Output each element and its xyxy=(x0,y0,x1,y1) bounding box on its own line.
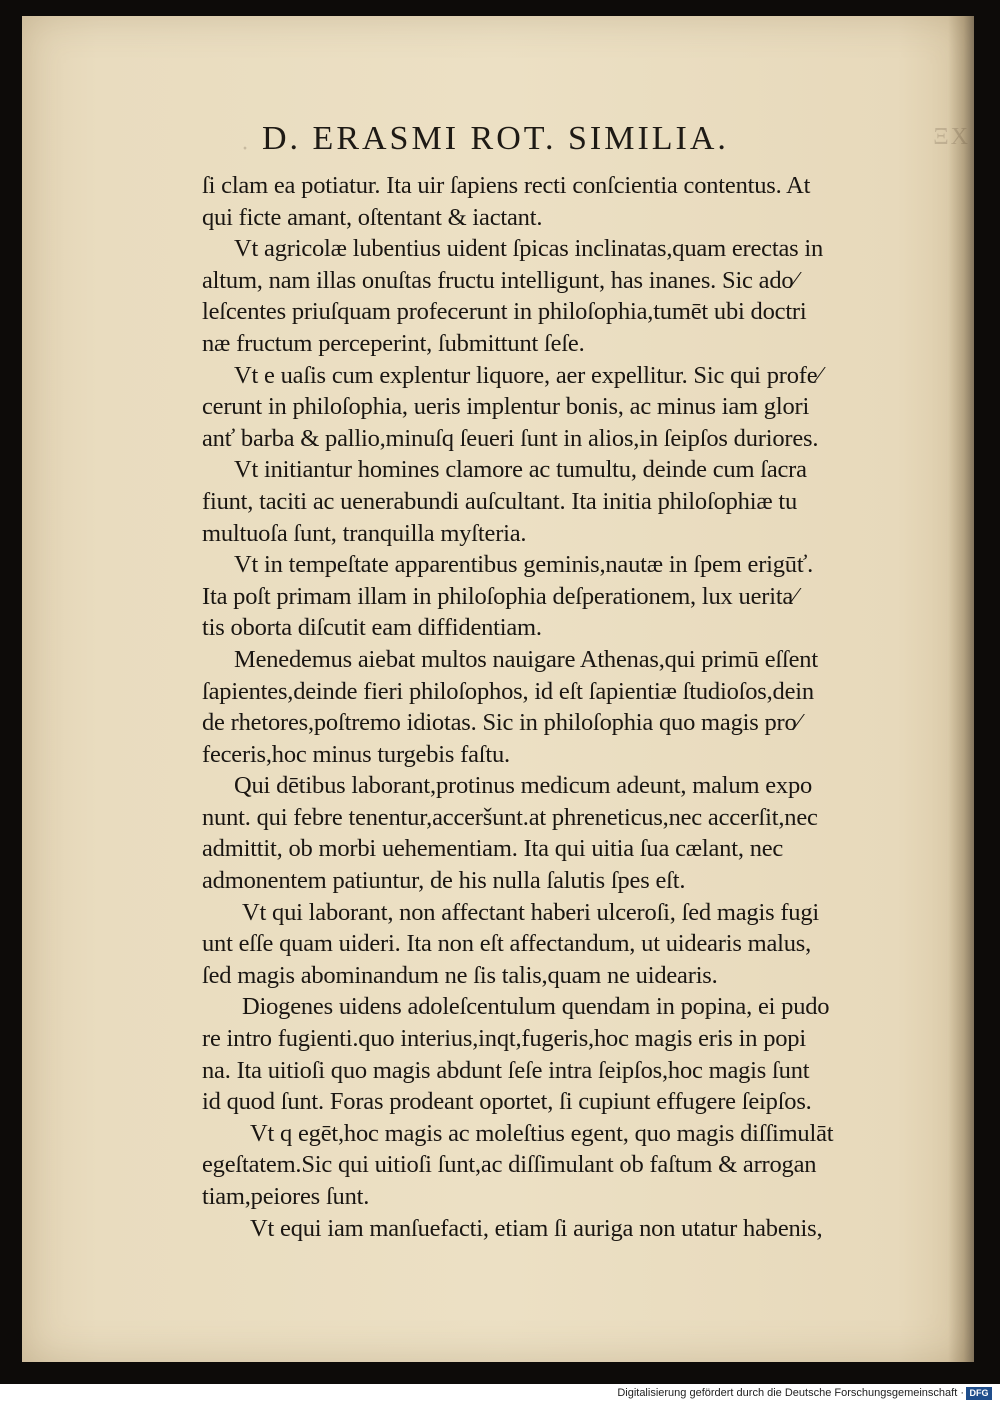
text-line: altum, nam illas onuſtas fructu intelligunt, has inanes. Sic ado⁄ xyxy=(202,266,798,294)
page-gutter-shadow xyxy=(933,16,974,1362)
text-line: tis oborta diſcutit eam diffidentiam. xyxy=(202,614,542,642)
dfg-logo: DFG xyxy=(966,1387,992,1400)
paragraph-first-line: Vt equi iam manſuefacti, etiam ſi auriga non utatur habenis, xyxy=(250,1214,823,1242)
paragraph-first-line: Vt e uaſis cum explentur liquore, aer expellitur. Sic qui profe⁄ xyxy=(234,361,822,389)
book-page xyxy=(22,16,974,1362)
text-line: feceris,hoc minus turgebis faſtu. xyxy=(202,740,510,768)
paragraph-first-line: Menedemus aiebat multos nauigare Athenas,qui primū eſſent xyxy=(234,645,818,673)
paragraph-first-line: Diogenes uidens adoleſcentulum quendam in popina, ei pudo xyxy=(242,993,830,1021)
text-line: multuoſa ſunt, tranquilla myſteria. xyxy=(202,519,527,547)
text-line: tiam,peiores ſunt. xyxy=(202,1183,370,1210)
text-line: næ fructum perceperint, ſubmittunt ſeſe. xyxy=(202,329,585,357)
body-text xyxy=(202,170,937,1244)
paragraph-first-line: Vt qui laborant, non affectant haberi ulceroſi, ſed magis fugi xyxy=(242,898,819,926)
text-line: ſapientes,deinde fieri philoſophos, id eſt ſapientiæ ſtudioſos,dein xyxy=(202,677,814,705)
text-line: re intro fugienti.quo interius,inqt,fugeris,hoc magis eris in popi xyxy=(202,1025,806,1053)
text-line: anť barba & pallio,minuſq ſeueri ſunt in alios,in ſeipſos duriores. xyxy=(202,424,819,452)
bleed-through-letters: ΞX xyxy=(933,124,970,150)
text-line: leſcentes priuſquam profecerunt in philoſophia,tumēt ubi doctri xyxy=(202,298,807,326)
text-line: fiunt, taciti ac uenerabundi auſcultant. Ita initia philoſophiæ tu xyxy=(202,487,798,515)
text-line: ſi clam ea potiatur. Ita uir ſapiens recti conſcientia contentus. At xyxy=(202,172,811,199)
text-line: egeſtatem.Sic qui uitioſi ſunt,ac diſſimulant ob faſtum & arrogan xyxy=(202,1151,817,1179)
text-line: na. Ita uitioſi quo magis abdunt ſeſe intra ſeipſos,hoc magis ſunt xyxy=(202,1056,810,1084)
bleed-through-mark: ∙ xyxy=(242,136,248,162)
text-line: admonentem patiuntur, de his nulla ſalutis ſpes eſt. xyxy=(202,867,686,895)
text-line: id quod ſunt. Foras prodeant oportet, ſi cupiunt effugere ſeipſos. xyxy=(202,1088,812,1116)
paragraph-first-line: Vt initiantur homines clamore ac tumultu, deinde cum ſacra xyxy=(234,456,807,484)
paragraph-first-line: Vt in tempeſtate apparentibus geminis,nautæ in ſpem erigūť. xyxy=(234,551,814,579)
text-line: unt eſſe quam uideri. Ita non eſt affectandum, ut uidearis malus, xyxy=(202,930,812,958)
text-line: Ita poſt primam illam in philoſophia deſperationem, lux uerita⁄ xyxy=(202,582,797,610)
text-line: de rhetores,poſtremo idiotas. Sic in philoſophia quo magis pro⁄ xyxy=(202,709,801,737)
digitization-credit: Digitalisierung gefördert durch die Deutsche Forschungsgemeinschaft · xyxy=(617,1387,964,1399)
running-head: D. ERASMI ROT. SIMILIA. xyxy=(262,120,729,157)
text-line: nunt. qui febre tenentur,acceršunt.at phreneticus,nec accerſit,nec xyxy=(202,803,818,831)
text-line: ſed magis abominandum ne ſis talis,quam ne uidearis. xyxy=(202,961,718,989)
text-line: cerunt in philoſophia, ueris implentur bonis, ac minus iam glori xyxy=(202,393,810,421)
paragraph-first-line: Qui dētibus laborant,protinus medicum adeunt, malum expo xyxy=(234,772,813,800)
paragraph-first-line: Vt agricolæ lubentius uident ſpicas inclinatas,quam erectas in xyxy=(234,235,824,263)
paragraph-first-line: Vt q egēt,hoc magis ac moleſtius egent, quo magis diſſimulāt xyxy=(250,1119,834,1147)
text-line: qui ficte amant, oſtentant & iactant. xyxy=(202,203,543,231)
text-line: admittit, ob morbi uehementiam. Ita qui uitia ſua cælant, nec xyxy=(202,835,784,863)
